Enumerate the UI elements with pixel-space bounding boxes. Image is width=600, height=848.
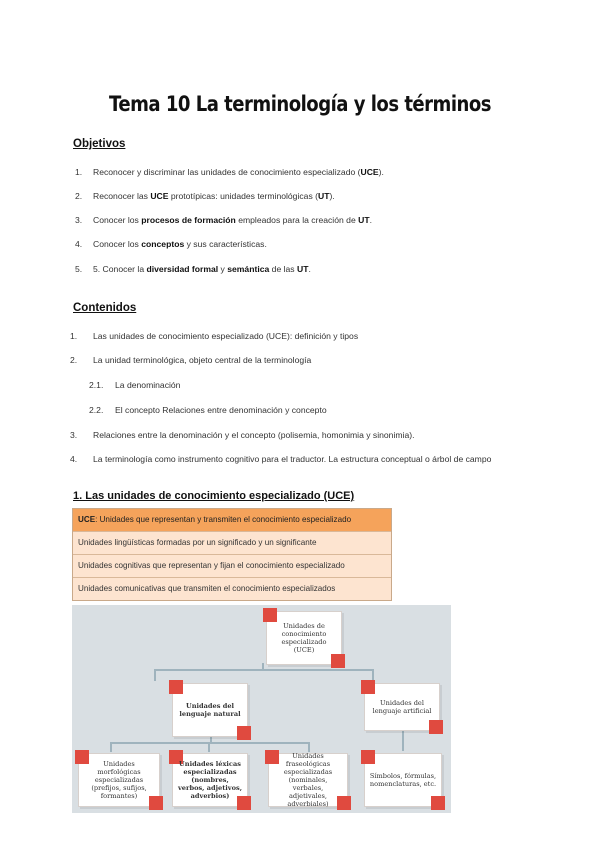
connector-line <box>208 742 210 752</box>
table-row <box>73 509 391 532</box>
table-row-text: Unidades lingüísticas formadas por un significado y un significante <box>78 538 317 547</box>
table-row <box>73 532 391 555</box>
list-number: 2.1. <box>89 380 104 390</box>
diagram-leaf-fraseologicas <box>268 753 348 807</box>
list-number: 1. <box>70 331 78 341</box>
connector-line <box>308 742 310 752</box>
table-row-text: Unidades comunicativas que transmiten el conocimiento especializados <box>78 584 336 593</box>
objetivo-text: Conocer los procesos de formación empleados para la creación de UT. <box>93 215 372 225</box>
uce-hierarchy-diagram <box>72 605 451 813</box>
objetivo-text: Reconocer y discriminar las unidades de conocimiento especializado (UCE). <box>93 167 384 177</box>
list-number: 2. <box>70 355 78 365</box>
contenido-item: La unidad terminológica, objeto central de la terminología <box>93 355 312 365</box>
page-title: Tema 10 La terminología y los términos <box>108 92 492 116</box>
table-row-text: Unidades cognitivas que representan y fijan el conocimiento especializado <box>78 561 345 570</box>
contenido-item: La terminología como instrumento cognitivo para el traductor. La estructura conceptual o árbol de campo <box>93 454 492 464</box>
diagram-root-node <box>266 611 342 665</box>
diagram-node-artificial-label: Unidades del lenguaje artificial <box>372 699 432 715</box>
objetivo-text: Reconocer las UCE prototípicas: unidades terminológicas (UT). <box>93 191 335 201</box>
objetivos-heading: Objetivos <box>73 138 126 150</box>
diagram-node-natural-label: Unidades del lenguaje natural <box>179 702 241 718</box>
diagram-leaf-morfologicas <box>78 753 160 807</box>
contenido-item: Relaciones entre la denominación y el concepto (polisemia, homonimia y sinonimia). <box>93 430 415 440</box>
diagram-node-natural <box>172 683 248 737</box>
table-row <box>73 578 391 600</box>
connector-line <box>262 663 264 671</box>
connector-line <box>154 669 374 671</box>
list-number: 1. <box>75 167 83 177</box>
table-row-text: : Unidades que representan y transmiten el conocimiento especializado <box>95 515 352 524</box>
list-number: 4. <box>75 239 83 249</box>
contenido-item: El concepto Relaciones entre denominación y concepto <box>115 405 327 415</box>
contenido-item: Las unidades de conocimiento especializado (UCE): definición y tipos <box>93 331 359 341</box>
diagram-leaf-lexicas-label: Unidades léxicas especializadas (nombres, verbos, adjetivos, adverbios) <box>177 760 243 800</box>
connector-line <box>402 729 404 751</box>
diagram-node-artificial <box>364 683 440 731</box>
contenidos-heading: Contenidos <box>73 302 137 314</box>
table-row-bold: UCE <box>78 515 96 524</box>
list-number: 4. <box>70 454 78 464</box>
section-1-heading: 1. Las unidades de conocimiento especializado (UCE) <box>73 490 355 502</box>
diagram-root-label: Unidades de conocimiento especializado (UCE) <box>281 622 327 654</box>
diagram-leaf-simbolos <box>364 753 442 807</box>
diagram-leaf-fraseologicas-label: Unidades fraseológicas especializadas (nominales, verbales, adjetivales, adverbiales) <box>283 752 333 808</box>
contenido-item: La denominación <box>115 380 181 390</box>
objetivo-text: 5. Conocer la diversidad formal y semántica de las UT. <box>93 264 311 274</box>
connector-line <box>154 669 156 681</box>
diagram-leaf-morfologicas-label: Unidades morfológicas especializadas (prefijos, sufijos, formantes) <box>91 760 147 800</box>
connector-line <box>110 742 112 752</box>
list-number: 3. <box>70 430 78 440</box>
list-number: 2.2. <box>89 405 104 415</box>
table-row <box>73 555 391 578</box>
list-number: 2. <box>75 191 83 201</box>
objetivo-text: Conocer los conceptos y sus características. <box>93 239 267 249</box>
diagram-leaf-lexicas <box>172 753 248 807</box>
uce-definition-table <box>72 508 392 601</box>
diagram-leaf-simbolos-label: Símbolos, fórmulas, nomenclaturas, etc. <box>369 772 437 788</box>
list-number: 3. <box>75 215 83 225</box>
list-number: 5. <box>75 264 83 274</box>
